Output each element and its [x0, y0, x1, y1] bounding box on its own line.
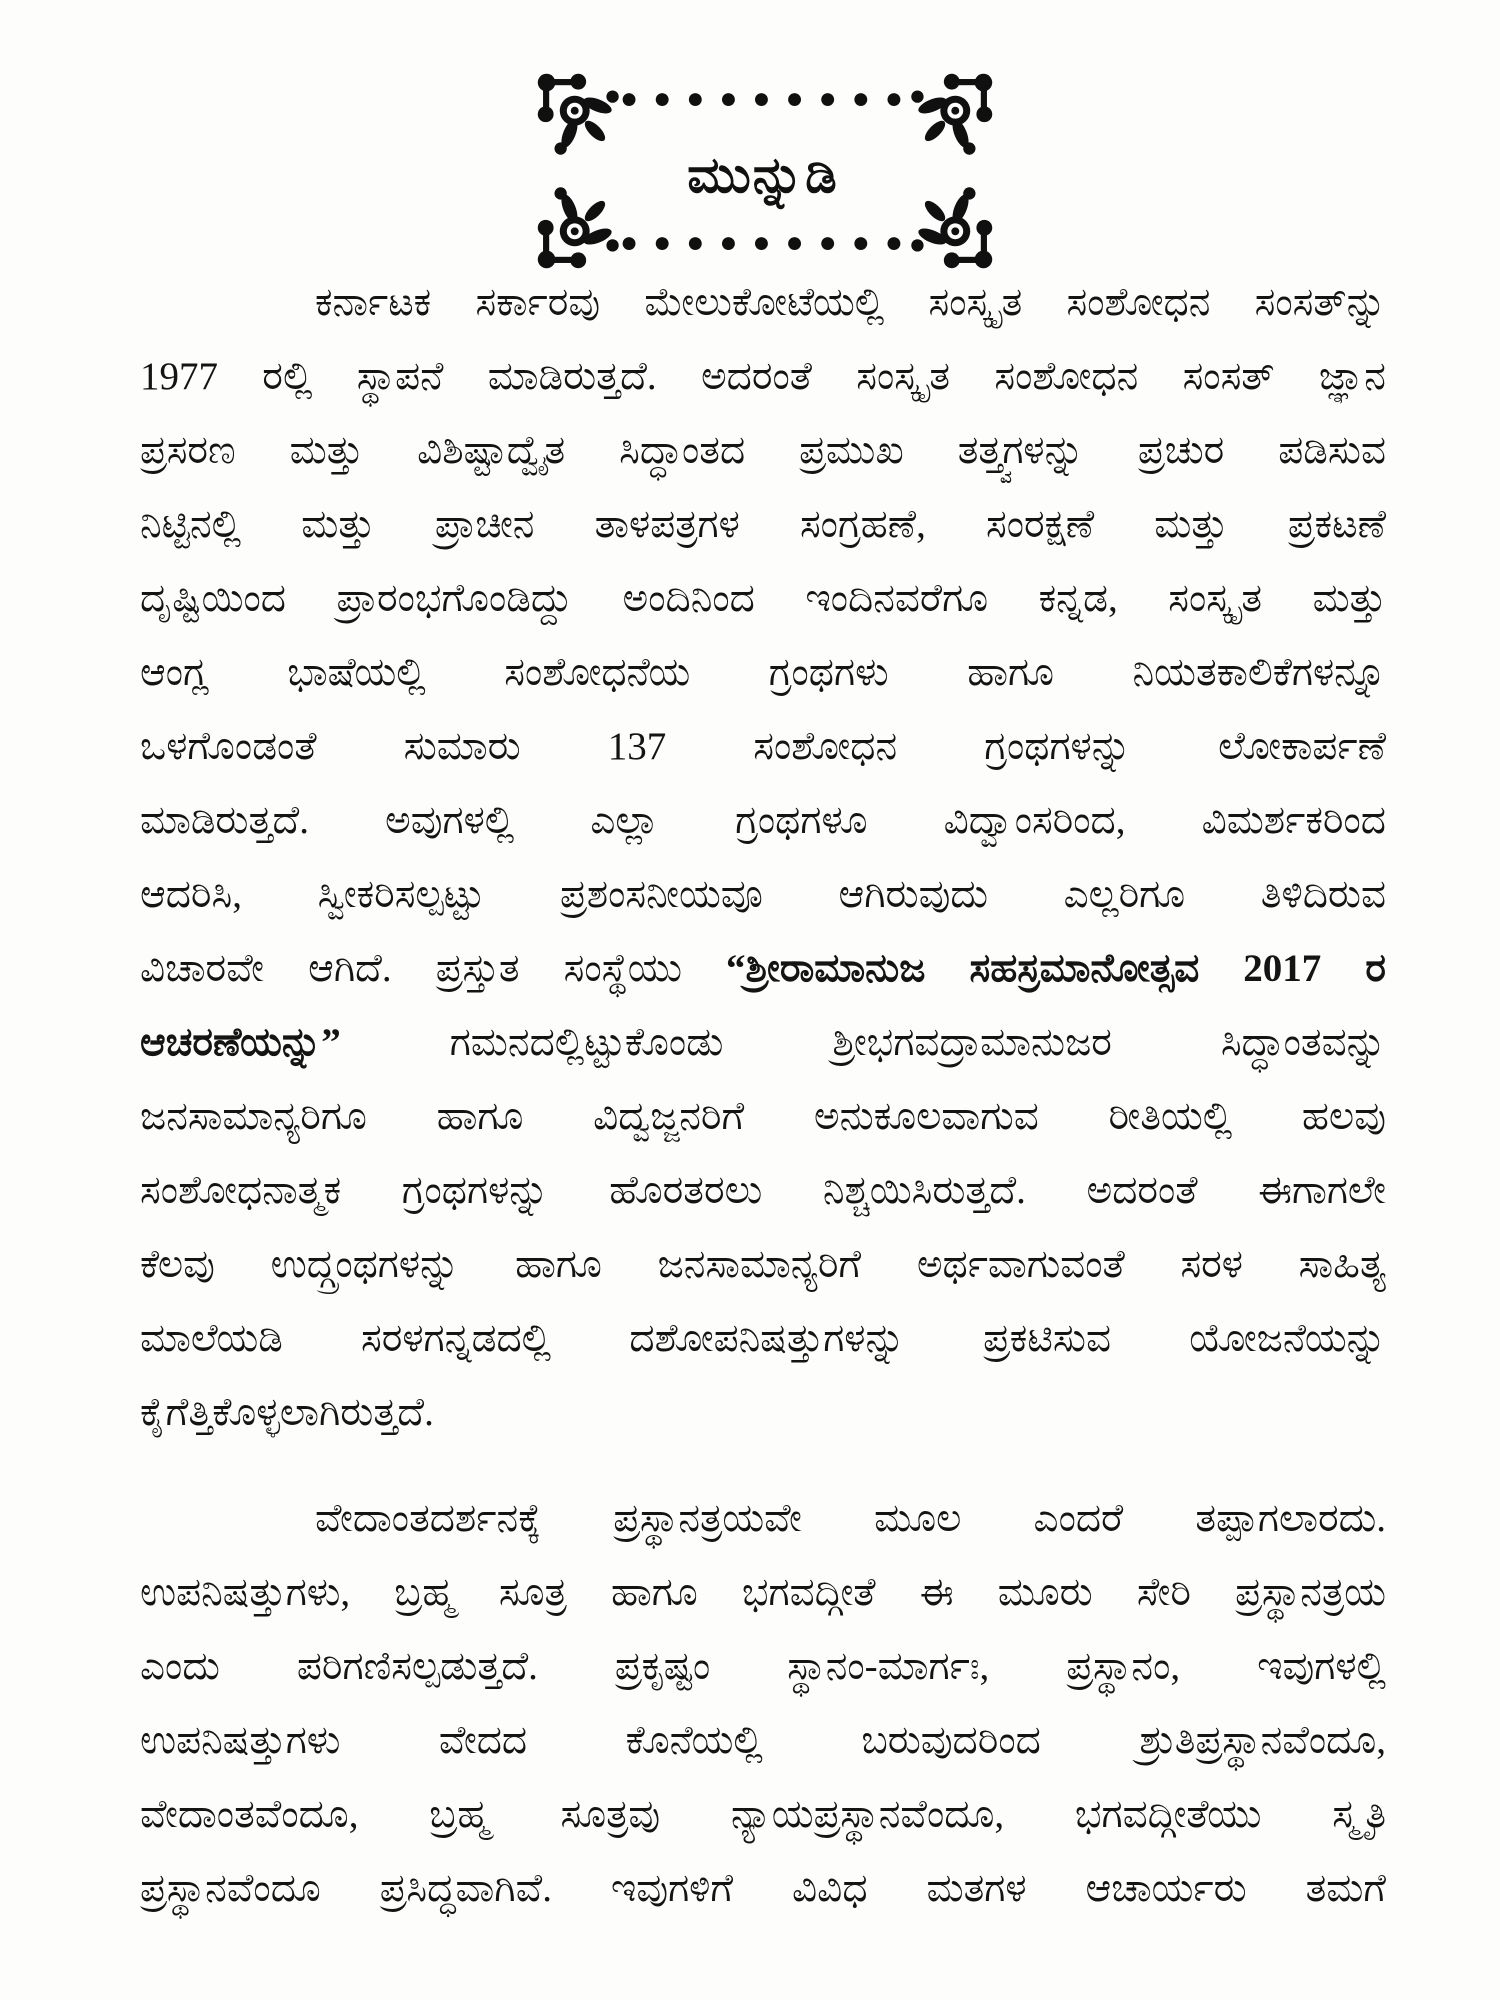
- text-line: ಸಂಶೋಧನಾತ್ಮಕ ಗ್ರಂಥಗಳನ್ನು ಹೊರತರಲು ನಿಶ್ಚಯಿಸಿರುತ್ತದೆ. ಅದರಂತೆ ಈಗಾಗಲೇ: [140, 1169, 1386, 1212]
- text-line: ಪ್ರಸ್ಥಾನವೆಂದೂ ಪ್ರಸಿದ್ಧವಾಗಿವೆ. ಇವುಗಳಿಗೆ ವಿವಿಧ ಮತಗಳ ಆಚಾರ್ಯರು ತಮಗೆ: [140, 1867, 1386, 1910]
- text-line: ಉಪನಿಷತ್ತುಗಳು ವೇದದ ಕೊನೆಯಲ್ಲಿ ಬರುವುದರಿಂದ ಶ್ರುತಿಪ್ರಸ್ಥಾನವೆಂದೂ,: [140, 1719, 1386, 1762]
- text-line: ಪ್ರಸರಣ ಮತ್ತು ವಿಶಿಷ್ಟಾದ್ವೈತ ಸಿದ್ಧಾಂತದ ಪ್ರಮುಖ ತತ್ತ್ವಗಳನ್ನು ಪ್ರಚುರ ಪಡಿಸುವ: [140, 429, 1386, 472]
- text-line: ಕೆಲವು ಉದ್ಗ್ರಂಥಗಳನ್ನು ಹಾಗೂ ಜನಸಾಮಾನ್ಯರಿಗೆ ಅರ್ಥವಾಗುವಂತೆ ಸರಳ ಸಾಹಿತ್ಯ: [140, 1243, 1386, 1286]
- text-line: ಆಂಗ್ಲ ಭಾಷೆಯಲ್ಲಿ ಸಂಶೋಧನೆಯ ಗ್ರಂಥಗಳು ಹಾಗೂ ನಿಯತಕಾಲಿಕೆಗಳನ್ನೂ: [140, 651, 1386, 694]
- dotted-border-top: ●●●●●●●●●: [619, 82, 919, 115]
- text-line: ಕೈಗೆತ್ತಿಕೊಳ್ಳಲಾಗಿರುತ್ತದೆ.: [140, 1391, 434, 1434]
- text-line: ಮಾಡಿರುತ್ತದೆ. ಅವುಗಳಲ್ಲಿ ಎಲ್ಲಾ ಗ್ರಂಥಗಳೂ ವಿದ್ವಾಂಸರಿಂದ, ವಿಮರ್ಶಕರಿಂದ: [140, 799, 1386, 842]
- text-line: ವಿಚಾರವೇ ಆಗಿದೆ. ಪ್ರಸ್ತುತ ಸಂಸ್ಥೆಯು “ಶ್ರೀರಾಮಾನುಜ ಸಹಸ್ರಮಾನೋತ್ಸವ 2017 ರ: [140, 947, 1386, 990]
- text-line: ದೃಷ್ಟಿಯಿಂದ ಪ್ರಾರಂಭಗೊಂಡಿದ್ದು ಅಂದಿನಿಂದ ಇಂದಿನವರೆಗೂ ಕನ್ನಡ, ಸಂಸ್ಕೃತ ಮತ್ತು: [140, 577, 1386, 620]
- text-line: ಉಪನಿಷತ್ತುಗಳು, ಬ್ರಹ್ಮ ಸೂತ್ರ ಹಾಗೂ ಭಗವದ್ಗೀತೆ ಈ ಮೂರು ಸೇರಿ ಪ್ರಸ್ಥಾನತ್ರಯ: [140, 1571, 1386, 1614]
- text-line: ನಿಟ್ಟಿನಲ್ಲಿ ಮತ್ತು ಪ್ರಾಚೀನ ತಾಳಪತ್ರಗಳ ಸಂಗ್ರಹಣೆ, ಸಂರಕ್ಷಣೆ ಮತ್ತು ಪ್ರಕಟಣೆ: [140, 503, 1386, 546]
- text-line: ಕರ್ನಾಟಕ ಸರ್ಕಾರವು ಮೇಲುಕೋಟೆಯಲ್ಲಿ ಸಂಸ್ಕೃತ ಸಂಶೋಧನ ಸಂಸತ್‌ನ್ನು: [315, 281, 1386, 324]
- title-ornament-box: [558, 82, 968, 259]
- dotted-border-bottom: ●●●●●●●●●: [619, 226, 919, 259]
- text-line: ವೇದಾಂತದರ್ಶನಕ್ಕೆ ಪ್ರಸ್ಥಾನತ್ರಯವೇ ಮೂಲ ಎಂದರೆ ತಪ್ಪಾಗಲಾರದು.: [315, 1497, 1386, 1540]
- text-line: ಆದರಿಸಿ, ಸ್ವೀಕರಿಸಲ್ಪಟ್ಟು ಪ್ರಶಂಸನೀಯವೂ ಆಗಿರುವುದು ಎಲ್ಲರಿಗೂ ತಿಳಿದಿರುವ: [140, 873, 1386, 916]
- paragraph-1: [140, 266, 1386, 1450]
- text-line: 1977 ರಲ್ಲಿ ಸ್ಥಾಪನೆ ಮಾಡಿರುತ್ತದೆ. ಅದರಂತೆ ಸಂಸ್ಕೃತ ಸಂಶೋಧನ ಸಂಸತ್ ಜ್ಞಾನ: [140, 355, 1386, 398]
- page-title: ಮುನ್ನುಡಿ: [687, 147, 839, 203]
- paragraph-2: [140, 1482, 1386, 1926]
- text-line: ಮಾಲೆಯಡಿ ಸರಳಗನ್ನಡದಲ್ಲಿ ದಶೋಪನಿಷತ್ತುಗಳನ್ನು ಪ್ರಕಟಿಸುವ ಯೋಜನೆಯನ್ನು: [140, 1317, 1386, 1360]
- text-line: ವೇದಾಂತವೆಂದೂ, ಬ್ರಹ್ಮ ಸೂತ್ರವು ನ್ಯಾಯಪ್ರಸ್ಥಾನವೆಂದೂ, ಭಗವದ್ಗೀತೆಯು ಸ್ಮೃತಿ: [140, 1793, 1386, 1836]
- text-line: ಒಳಗೊಂಡಂತೆ ಸುಮಾರು 137 ಸಂಶೋಧನ ಗ್ರಂಥಗಳನ್ನು ಲೋಕಾರ್ಪಣೆ: [140, 725, 1386, 768]
- text-line: ಜನಸಾಮಾನ್ಯರಿಗೂ ಹಾಗೂ ವಿದ್ವಜ್ಜನರಿಗೆ ಅನುಕೂಲವಾಗುವ ರೀತಿಯಲ್ಲಿ ಹಲವು: [140, 1095, 1386, 1138]
- text-line: ಎಂದು ಪರಿಗಣಿಸಲ್ಪಡುತ್ತದೆ. ಪ್ರಕೃಷ್ಟಂ ಸ್ಥಾನಂ-ಮಾರ್ಗಃ, ಪ್ರಸ್ಥಾನಂ, ಇವುಗಳಲ್ಲಿ: [140, 1645, 1386, 1688]
- body-text: [140, 266, 1386, 1926]
- text-line: ಆಚರಣೆಯನ್ನು” ಗಮನದಲ್ಲಿಟ್ಟುಕೊಂಡು ಶ್ರೀಭಗವದ್ರಾಮಾನುಜರ ಸಿದ್ಧಾಂತವನ್ನು: [140, 1021, 1386, 1064]
